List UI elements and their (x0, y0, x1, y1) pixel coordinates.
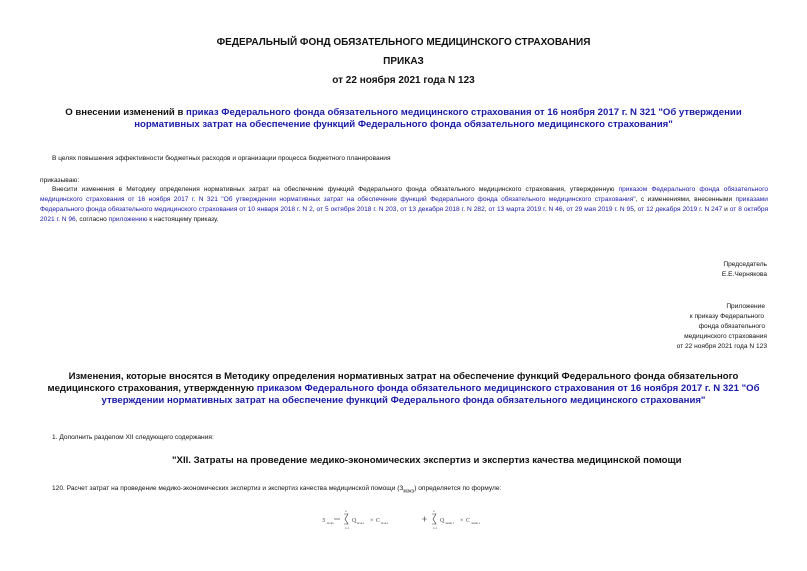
date-number-heading: от 22 ноября 2021 года N 123 (332, 75, 475, 86)
svg-text:i=1: i=1 (345, 526, 350, 530)
org-heading: ФЕДЕРАЛЬНЫЙ ФОНД ОБЯЗАТЕЛЬНОГО МЕДИЦИНСКОГО СТРАХОВАНИЯ (216, 37, 591, 48)
body-text: к настоящему приказу. (147, 216, 219, 223)
changes-title-prefix: Изменения, которые вносятся в Методику определения нормативных затрат на обеспечение функций Федерального фонда обязательного медицинского страхования, утвержденную (47, 371, 739, 394)
svg-text:Q: Q (352, 518, 357, 524)
appendix-line: Приложение (726, 303, 765, 310)
appendix-block (567, 302, 767, 352)
body-link-order-95[interactable]: от 29 мая 2019 г. N 95 (566, 206, 634, 213)
svg-text:n: n (345, 509, 347, 513)
appendix-line: медицинского страхования (684, 333, 767, 340)
body-link-order-321[interactable]: приказом Федерального фонда обязательного медицинского страхования от 16 ноября 2017 г. N 321 "Об утверждении нормативных затрат на обеспечение функций Федерального фонда обязательного медицинского страхования" (40, 186, 768, 203)
signature-block (567, 260, 767, 280)
body-text: и (722, 206, 730, 213)
formula-image (320, 505, 500, 533)
doc-type-heading: ПРИКАЗ (383, 56, 424, 67)
body-text: , согласно (75, 216, 109, 223)
body-text: , (562, 206, 567, 213)
svg-text:мэк i: мэк i (381, 521, 389, 525)
formula-symbol-letter: З (399, 485, 404, 492)
body-paragraph (40, 185, 768, 225)
item-120-body: 120. Расчет затрат на проведение медико-экономических экспертиз и экспертиз качества медицинской помощи ( (52, 485, 400, 492)
body-link-order-96[interactable]: от 8 октября 2021 г. N 96 (40, 206, 769, 223)
svg-text:экмп i: экмп i (471, 521, 481, 525)
appendix-line: от 22 ноября 2021 года N 123 (676, 343, 767, 350)
formula-symbol-sub: мэкэ (403, 488, 415, 495)
svg-text:мэк i: мэк i (357, 521, 365, 525)
svg-text:экмп i: экмп i (445, 521, 455, 525)
changes-title (40, 371, 767, 407)
body-text: Внесити изменения в Методику определения нормативных затрат на обеспечение функций Федерального фонда обязательного медицинского страхования, утвержденную (52, 186, 619, 193)
svg-text:×: × (370, 518, 374, 524)
svg-text:×: × (460, 518, 464, 524)
appendix-line: фонда обязательного (698, 323, 765, 330)
body-text: , (396, 206, 401, 213)
body-link-order-2[interactable]: приказами Федерального фонда обязательного медицинского страхования от 10 января 2018 г. N 2 (40, 196, 768, 213)
svg-text:С: С (376, 518, 381, 524)
signature-position: Председатель (723, 261, 767, 268)
signature-name: Е.Е.Чернякова (721, 271, 767, 278)
body-text: , (633, 206, 638, 213)
changes-title-link[interactable]: приказом Федерального фонда обязательного медицинского страхования от 16 ноября 2017 г. N 321 "Об утверждении нормативных затрат на обеспечение функций Федерального фонда обязательного медицинского страхования" (101, 383, 760, 406)
body-text: , с изменениями, внесенными (635, 196, 736, 203)
svg-text:Q: Q (440, 518, 445, 524)
body-link-order-203[interactable]: от 5 октября 2018 г. N 203 (316, 206, 397, 213)
svg-text:З: З (322, 518, 326, 524)
body-link-appendix[interactable]: приложению (108, 216, 148, 223)
order-title (40, 107, 767, 131)
prikazyvayu-text: приказываю: (40, 177, 80, 184)
item-1-text: 1. Дополнить разделом XII следующего содержания: (52, 434, 214, 441)
section-xii-heading: "XII. Затраты на проведение медико-экономических экспертиз и экспертиз качества медицинской помощи (172, 455, 682, 466)
svg-text:С: С (466, 518, 471, 524)
order-title-prefix: О внесении изменений в (65, 107, 187, 118)
order-title-link[interactable]: приказ Федерального фонда обязательного медицинского страхования от 16 ноября 2017 г. N 321 "Об утверждении нормативных затрат на обеспечение функций Федерального фонда обязательного медицинского страхования" (134, 107, 742, 130)
body-text: , (312, 206, 317, 213)
body-link-order-46[interactable]: от 13 марта 2019 г. N 46 (488, 206, 563, 213)
formula-symbol (399, 485, 415, 495)
svg-text:i=1: i=1 (433, 526, 438, 530)
svg-text:мэкэ: мэкэ (327, 521, 334, 525)
appendix-line: к приказу Федерального (689, 313, 764, 320)
svg-text:n: n (433, 509, 435, 513)
preamble-text: В целях повышения эффективности бюджетных расходов и организации процесса бюджетного планирования (52, 155, 391, 162)
body-text: , (484, 206, 489, 213)
body-link-order-247[interactable]: от 12 декабря 2019 г. N 247 (637, 206, 723, 213)
body-link-order-282[interactable]: от 13 декабря 2018 г. N 282 (400, 206, 485, 213)
item-120-tail: ) определяется по формуле: (414, 485, 502, 492)
item-120-text (52, 484, 501, 496)
